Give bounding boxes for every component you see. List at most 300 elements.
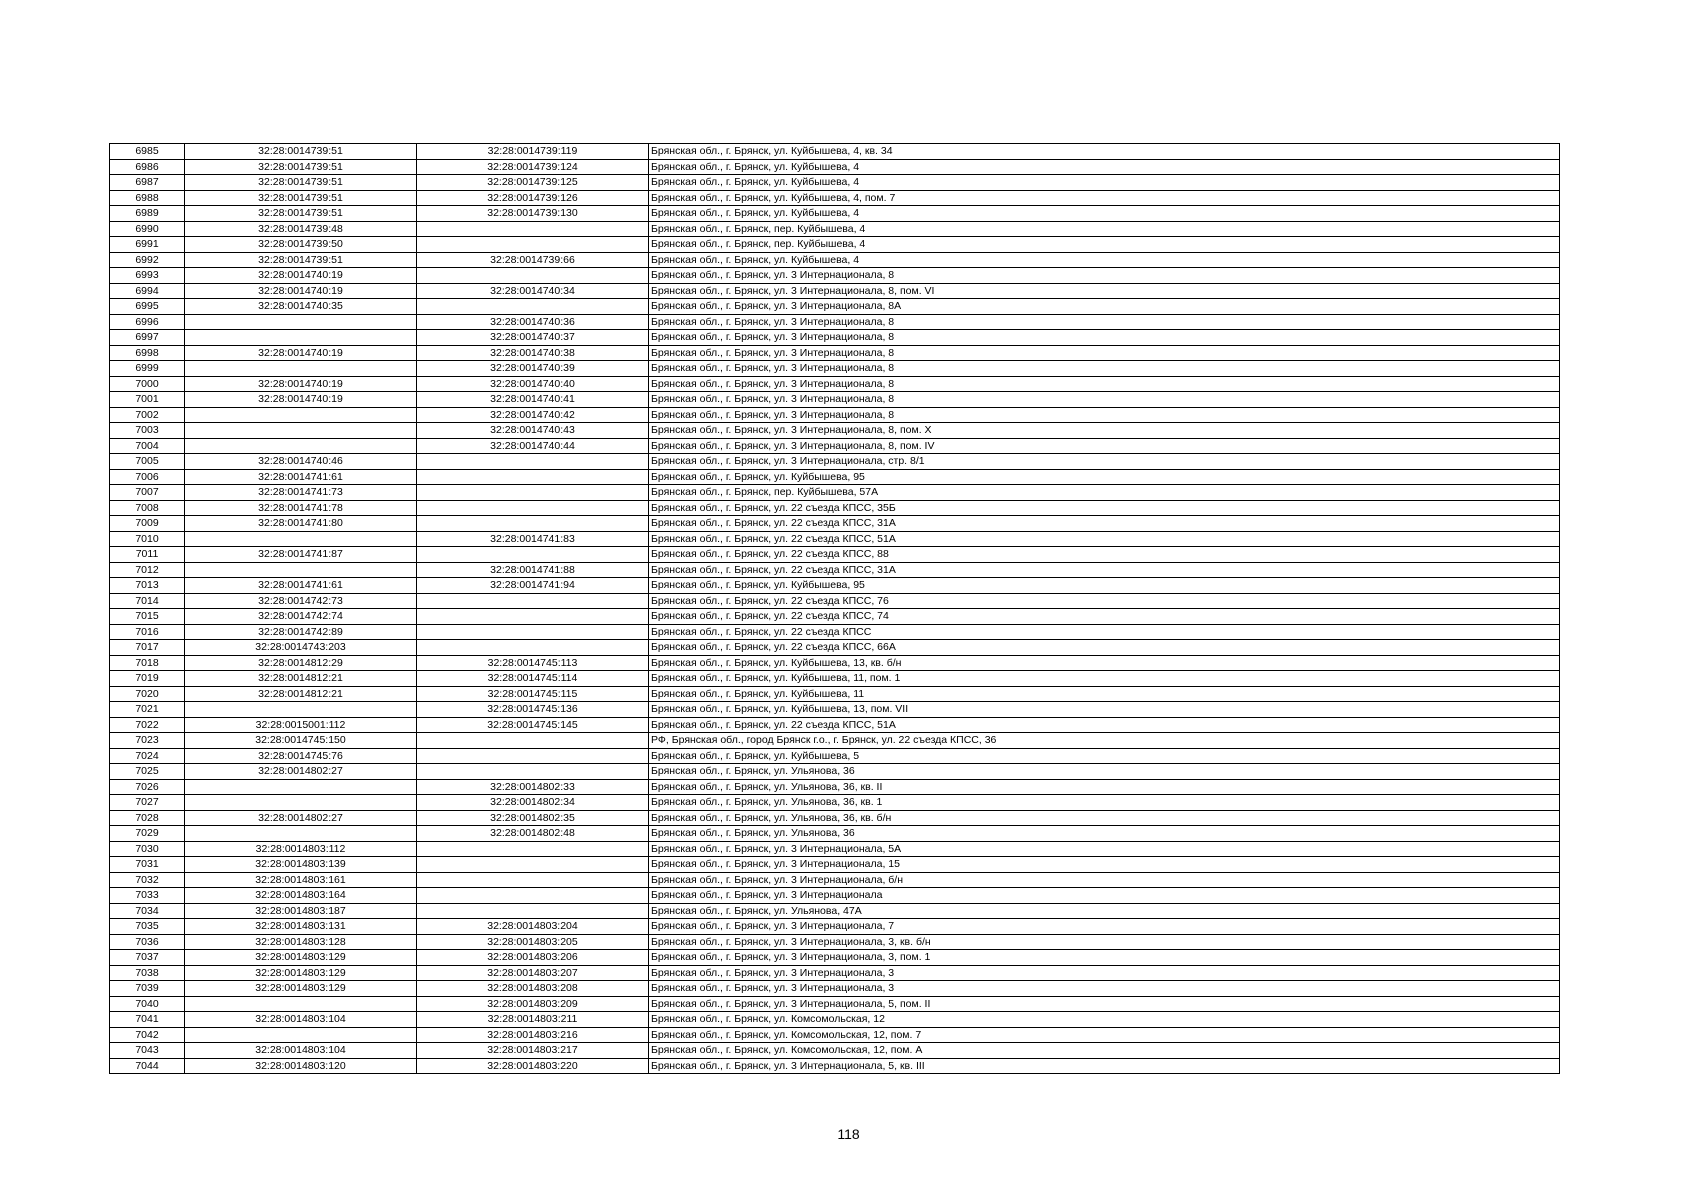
row-number-cell: 7041 [110, 1012, 185, 1028]
address-cell: Брянская обл., г. Брянск, ул. Комсомольская, 12 [649, 1012, 1560, 1028]
cadastral-number-cell [185, 1027, 417, 1043]
row-number-cell: 7012 [110, 562, 185, 578]
address-cell: Брянская обл., г. Брянск, ул. 3 Интернационала, 5А [649, 841, 1560, 857]
table-row [110, 144, 1560, 160]
table-row [110, 562, 1560, 578]
object-cadastral-number-cell: 32:28:0014803:204 [417, 919, 649, 935]
row-number-cell: 7033 [110, 888, 185, 904]
table-row [110, 1012, 1560, 1028]
cadastral-number-cell: 32:28:0014739:51 [185, 175, 417, 191]
object-cadastral-number-cell: 32:28:0014740:42 [417, 407, 649, 423]
cadastral-number-cell: 32:28:0014802:27 [185, 810, 417, 826]
cadastral-number-cell [185, 562, 417, 578]
address-cell: Брянская обл., г. Брянск, ул. 22 съезда КПСС [649, 624, 1560, 640]
row-number-cell: 7021 [110, 702, 185, 718]
address-cell: Брянская обл., г. Брянск, ул. Куйбышева, 4, пом. 7 [649, 190, 1560, 206]
object-cadastral-number-cell: 32:28:0014740:34 [417, 283, 649, 299]
cadastral-number-cell: 32:28:0014741:78 [185, 500, 417, 516]
address-cell: Брянская обл., г. Брянск, ул. 22 съезда КПСС, 66А [649, 640, 1560, 656]
object-cadastral-number-cell: 32:28:0014802:35 [417, 810, 649, 826]
row-number-cell: 7006 [110, 469, 185, 485]
object-cadastral-number-cell [417, 624, 649, 640]
address-cell: Брянская обл., г. Брянск, ул. 22 съезда КПСС, 31А [649, 562, 1560, 578]
row-number-cell: 7013 [110, 578, 185, 594]
table-row [110, 686, 1560, 702]
table-row [110, 702, 1560, 718]
table-row [110, 733, 1560, 749]
object-cadastral-number-cell: 32:28:0014740:37 [417, 330, 649, 346]
address-cell: Брянская обл., г. Брянск, ул. 3 Интернационала, б/н [649, 872, 1560, 888]
row-number-cell: 7029 [110, 826, 185, 842]
address-cell: Брянская обл., г. Брянск, ул. 3 Интернационала, 15 [649, 857, 1560, 873]
cadastral-number-cell: 32:28:0014803:128 [185, 934, 417, 950]
cadastral-number-cell: 32:28:0014743:203 [185, 640, 417, 656]
row-number-cell: 6995 [110, 299, 185, 315]
cadastral-number-cell: 32:28:0014741:73 [185, 485, 417, 501]
object-cadastral-number-cell: 32:28:0014739:66 [417, 252, 649, 268]
table-row [110, 779, 1560, 795]
table-row [110, 903, 1560, 919]
row-number-cell: 7039 [110, 981, 185, 997]
cadastral-number-cell [185, 438, 417, 454]
table-row [110, 981, 1560, 997]
object-cadastral-number-cell: 32:28:0014803:205 [417, 934, 649, 950]
cadastral-number-cell: 32:28:0014741:61 [185, 578, 417, 594]
object-cadastral-number-cell: 32:28:0014745:115 [417, 686, 649, 702]
address-cell: Брянская обл., г. Брянск, ул. 3 Интернационала, 7 [649, 919, 1560, 935]
address-cell: Брянская обл., г. Брянск, ул. 22 съезда КПСС, 31А [649, 516, 1560, 532]
row-number-cell: 7035 [110, 919, 185, 935]
row-number-cell: 7030 [110, 841, 185, 857]
table-row [110, 516, 1560, 532]
address-cell: Брянская обл., г. Брянск, ул. 3 Интернационала [649, 888, 1560, 904]
address-cell: Брянская обл., г. Брянск, пер. Куйбышева, 57А [649, 485, 1560, 501]
object-cadastral-number-cell: 32:28:0014803:207 [417, 965, 649, 981]
cadastral-number-cell [185, 702, 417, 718]
address-cell: Брянская обл., г. Брянск, пер. Куйбышева, 4 [649, 237, 1560, 253]
address-cell: Брянская обл., г. Брянск, ул. Куйбышева, 11, пом. 1 [649, 671, 1560, 687]
table-row [110, 624, 1560, 640]
row-number-cell: 7037 [110, 950, 185, 966]
cadastral-number-cell: 32:28:0014745:150 [185, 733, 417, 749]
row-number-cell: 7028 [110, 810, 185, 826]
object-cadastral-number-cell: 32:28:0014803:211 [417, 1012, 649, 1028]
table-row [110, 872, 1560, 888]
address-cell: Брянская обл., г. Брянск, ул. 3 Интернационала, 8, пом. IV [649, 438, 1560, 454]
object-cadastral-number-cell: 32:28:0014739:119 [417, 144, 649, 160]
cadastral-number-cell: 32:28:0014741:80 [185, 516, 417, 532]
object-cadastral-number-cell: 32:28:0014741:83 [417, 531, 649, 547]
address-cell: Брянская обл., г. Брянск, ул. Комсомольская, 12, пом. 7 [649, 1027, 1560, 1043]
cadastral-number-cell [185, 330, 417, 346]
table-row [110, 795, 1560, 811]
address-cell: Брянская обл., г. Брянск, ул. 3 Интернационала, 8 [649, 376, 1560, 392]
row-number-cell: 6993 [110, 268, 185, 284]
object-cadastral-number-cell [417, 469, 649, 485]
address-cell: Брянская обл., г. Брянск, ул. Куйбышева, 13, пом. VII [649, 702, 1560, 718]
address-cell: Брянская обл., г. Брянск, ул. Ульянова, 36 [649, 826, 1560, 842]
row-number-cell: 6990 [110, 221, 185, 237]
address-cell: Брянская обл., г. Брянск, ул. Ульянова, 36 [649, 764, 1560, 780]
row-number-cell: 7024 [110, 748, 185, 764]
object-cadastral-number-cell: 32:28:0014802:33 [417, 779, 649, 795]
cadastral-number-cell: 32:28:0014803:139 [185, 857, 417, 873]
table-row [110, 252, 1560, 268]
registry-table-body [110, 144, 1560, 1074]
object-cadastral-number-cell [417, 903, 649, 919]
row-number-cell: 7015 [110, 609, 185, 625]
object-cadastral-number-cell [417, 237, 649, 253]
row-number-cell: 6994 [110, 283, 185, 299]
row-number-cell: 7022 [110, 717, 185, 733]
table-row [110, 299, 1560, 315]
table-row [110, 454, 1560, 470]
cadastral-number-cell: 32:28:0014742:73 [185, 593, 417, 609]
table-row [110, 190, 1560, 206]
address-cell: РФ, Брянская обл., город Брянск г.о., г. Брянск, ул. 22 съезда КПСС, 36 [649, 733, 1560, 749]
row-number-cell: 7003 [110, 423, 185, 439]
object-cadastral-number-cell [417, 516, 649, 532]
row-number-cell: 7010 [110, 531, 185, 547]
cadastral-number-cell: 32:28:0014802:27 [185, 764, 417, 780]
table-row [110, 609, 1560, 625]
address-cell: Брянская обл., г. Брянск, ул. 22 съезда КПСС, 51А [649, 531, 1560, 547]
row-number-cell: 6988 [110, 190, 185, 206]
cadastral-number-cell: 32:28:0014803:104 [185, 1012, 417, 1028]
address-cell: Брянская обл., г. Брянск, ул. 3 Интернационала, 8 [649, 392, 1560, 408]
address-cell: Брянская обл., г. Брянск, ул. Ульянова, 47А [649, 903, 1560, 919]
table-row [110, 810, 1560, 826]
object-cadastral-number-cell: 32:28:0014740:38 [417, 345, 649, 361]
table-row [110, 159, 1560, 175]
cadastral-number-cell [185, 531, 417, 547]
row-number-cell: 7007 [110, 485, 185, 501]
row-number-cell: 7027 [110, 795, 185, 811]
table-row [110, 1058, 1560, 1074]
table-row [110, 950, 1560, 966]
address-cell: Брянская обл., г. Брянск, ул. 3 Интернационала, 3 [649, 965, 1560, 981]
row-number-cell: 7044 [110, 1058, 185, 1074]
object-cadastral-number-cell [417, 268, 649, 284]
table-row [110, 237, 1560, 253]
cadastral-number-cell: 32:28:0014742:89 [185, 624, 417, 640]
cadastral-number-cell: 32:28:0014803:112 [185, 841, 417, 857]
row-number-cell: 7008 [110, 500, 185, 516]
row-number-cell: 7040 [110, 996, 185, 1012]
row-number-cell: 7032 [110, 872, 185, 888]
cadastral-number-cell: 32:28:0014739:51 [185, 159, 417, 175]
row-number-cell: 7023 [110, 733, 185, 749]
address-cell: Брянская обл., г. Брянск, ул. 22 съезда КПСС, 76 [649, 593, 1560, 609]
table-row [110, 283, 1560, 299]
cadastral-number-cell: 32:28:0014745:76 [185, 748, 417, 764]
table-row [110, 934, 1560, 950]
cadastral-number-cell [185, 826, 417, 842]
table-row [110, 965, 1560, 981]
object-cadastral-number-cell: 32:28:0014740:36 [417, 314, 649, 330]
cadastral-number-cell [185, 795, 417, 811]
table-row [110, 330, 1560, 346]
row-number-cell: 6989 [110, 206, 185, 222]
table-row [110, 996, 1560, 1012]
cadastral-number-cell [185, 407, 417, 423]
table-row [110, 314, 1560, 330]
cadastral-number-cell [185, 361, 417, 377]
cadastral-number-cell [185, 779, 417, 795]
object-cadastral-number-cell: 32:28:0014803:216 [417, 1027, 649, 1043]
address-cell: Брянская обл., г. Брянск, ул. Куйбышева, 4, кв. 34 [649, 144, 1560, 160]
object-cadastral-number-cell [417, 299, 649, 315]
cadastral-number-cell: 32:28:0014803:164 [185, 888, 417, 904]
table-row [110, 640, 1560, 656]
object-cadastral-number-cell: 32:28:0014802:34 [417, 795, 649, 811]
object-cadastral-number-cell [417, 221, 649, 237]
address-cell: Брянская обл., г. Брянск, ул. 3 Интернационала, 3 [649, 981, 1560, 997]
object-cadastral-number-cell: 32:28:0014740:39 [417, 361, 649, 377]
address-cell: Брянская обл., г. Брянск, ул. Куйбышева, 95 [649, 578, 1560, 594]
address-cell: Брянская обл., г. Брянск, ул. 22 съезда КПСС, 88 [649, 547, 1560, 563]
table-row [110, 655, 1560, 671]
object-cadastral-number-cell [417, 485, 649, 501]
object-cadastral-number-cell [417, 609, 649, 625]
row-number-cell: 7016 [110, 624, 185, 640]
address-cell: Брянская обл., г. Брянск, ул. 3 Интернационала, 8 [649, 314, 1560, 330]
table-row [110, 175, 1560, 191]
cadastral-number-cell: 32:28:0014803:129 [185, 965, 417, 981]
address-cell: Брянская обл., г. Брянск, пер. Куйбышева, 4 [649, 221, 1560, 237]
registry-table [109, 143, 1560, 1074]
cadastral-number-cell: 32:28:0014740:19 [185, 345, 417, 361]
address-cell: Брянская обл., г. Брянск, ул. 3 Интернационала, 8А [649, 299, 1560, 315]
object-cadastral-number-cell [417, 872, 649, 888]
object-cadastral-number-cell: 32:28:0014745:145 [417, 717, 649, 733]
table-row [110, 392, 1560, 408]
object-cadastral-number-cell [417, 454, 649, 470]
row-number-cell: 6997 [110, 330, 185, 346]
object-cadastral-number-cell: 32:28:0014740:43 [417, 423, 649, 439]
table-row [110, 764, 1560, 780]
cadastral-number-cell: 32:28:0014741:87 [185, 547, 417, 563]
cadastral-number-cell [185, 314, 417, 330]
row-number-cell: 7019 [110, 671, 185, 687]
row-number-cell: 7042 [110, 1027, 185, 1043]
address-cell: Брянская обл., г. Брянск, ул. Куйбышева, 4 [649, 175, 1560, 191]
address-cell: Брянская обл., г. Брянск, ул. 3 Интернационала, 8 [649, 361, 1560, 377]
row-number-cell: 7005 [110, 454, 185, 470]
row-number-cell: 7014 [110, 593, 185, 609]
table-row [110, 826, 1560, 842]
address-cell: Брянская обл., г. Брянск, ул. Куйбышева, 4 [649, 206, 1560, 222]
table-row [110, 361, 1560, 377]
object-cadastral-number-cell [417, 841, 649, 857]
object-cadastral-number-cell: 32:28:0014802:48 [417, 826, 649, 842]
row-number-cell: 7036 [110, 934, 185, 950]
object-cadastral-number-cell [417, 547, 649, 563]
table-row [110, 469, 1560, 485]
address-cell: Брянская обл., г. Брянск, ул. 3 Интернационала, 3, пом. 1 [649, 950, 1560, 966]
row-number-cell: 7001 [110, 392, 185, 408]
object-cadastral-number-cell: 32:28:0014739:126 [417, 190, 649, 206]
object-cadastral-number-cell: 32:28:0014739:124 [417, 159, 649, 175]
address-cell: Брянская обл., г. Брянск, ул. 3 Интернационала, 3, кв. б/н [649, 934, 1560, 950]
table-row [110, 423, 1560, 439]
address-cell: Брянская обл., г. Брянск, ул. 22 съезда КПСС, 51А [649, 717, 1560, 733]
address-cell: Брянская обл., г. Брянск, ул. Куйбышева, 95 [649, 469, 1560, 485]
table-row [110, 888, 1560, 904]
row-number-cell: 7038 [110, 965, 185, 981]
cadastral-number-cell: 32:28:0014739:50 [185, 237, 417, 253]
table-row [110, 748, 1560, 764]
cadastral-number-cell: 32:28:0014812:21 [185, 671, 417, 687]
cadastral-number-cell: 32:28:0014803:131 [185, 919, 417, 935]
cadastral-number-cell: 32:28:0015001:112 [185, 717, 417, 733]
object-cadastral-number-cell: 32:28:0014739:130 [417, 206, 649, 222]
cadastral-number-cell: 32:28:0014803:187 [185, 903, 417, 919]
row-number-cell: 6987 [110, 175, 185, 191]
row-number-cell: 7009 [110, 516, 185, 532]
table-row [110, 919, 1560, 935]
row-number-cell: 6986 [110, 159, 185, 175]
cadastral-number-cell: 32:28:0014739:51 [185, 252, 417, 268]
table-row [110, 485, 1560, 501]
cadastral-number-cell: 32:28:0014812:21 [185, 686, 417, 702]
row-number-cell: 6992 [110, 252, 185, 268]
table-row [110, 671, 1560, 687]
cadastral-number-cell: 32:28:0014803:161 [185, 872, 417, 888]
address-cell: Брянская обл., г. Брянск, ул. 22 съезда КПСС, 74 [649, 609, 1560, 625]
cadastral-number-cell: 32:28:0014739:51 [185, 190, 417, 206]
row-number-cell: 6991 [110, 237, 185, 253]
table-row [110, 345, 1560, 361]
cadastral-number-cell: 32:28:0014739:48 [185, 221, 417, 237]
table-row [110, 1043, 1560, 1059]
cadastral-number-cell: 32:28:0014740:46 [185, 454, 417, 470]
object-cadastral-number-cell [417, 500, 649, 516]
object-cadastral-number-cell: 32:28:0014739:125 [417, 175, 649, 191]
object-cadastral-number-cell [417, 748, 649, 764]
table-row [110, 593, 1560, 609]
object-cadastral-number-cell: 32:28:0014803:217 [417, 1043, 649, 1059]
cadastral-number-cell: 32:28:0014803:129 [185, 981, 417, 997]
row-number-cell: 7017 [110, 640, 185, 656]
row-number-cell: 7020 [110, 686, 185, 702]
cadastral-number-cell: 32:28:0014803:104 [185, 1043, 417, 1059]
address-cell: Брянская обл., г. Брянск, ул. Куйбышева, 13, кв. б/н [649, 655, 1560, 671]
object-cadastral-number-cell [417, 593, 649, 609]
cadastral-number-cell: 32:28:0014803:129 [185, 950, 417, 966]
row-number-cell: 7004 [110, 438, 185, 454]
table-row [110, 578, 1560, 594]
object-cadastral-number-cell: 32:28:0014803:220 [417, 1058, 649, 1074]
table-row [110, 376, 1560, 392]
address-cell: Брянская обл., г. Брянск, ул. Комсомольская, 12, пом. А [649, 1043, 1560, 1059]
row-number-cell: 7018 [110, 655, 185, 671]
address-cell: Брянская обл., г. Брянск, ул. Куйбышева, 4 [649, 252, 1560, 268]
table-row [110, 407, 1560, 423]
object-cadastral-number-cell: 32:28:0014803:206 [417, 950, 649, 966]
row-number-cell: 7002 [110, 407, 185, 423]
object-cadastral-number-cell [417, 857, 649, 873]
address-cell: Брянская обл., г. Брянск, ул. 3 Интернационала, 8, пом. X [649, 423, 1560, 439]
cadastral-number-cell: 32:28:0014740:19 [185, 283, 417, 299]
address-cell: Брянская обл., г. Брянск, ул. 3 Интернационала, стр. 8/1 [649, 454, 1560, 470]
address-cell: Брянская обл., г. Брянск, ул. 3 Интернационала, 8 [649, 407, 1560, 423]
table-row [110, 547, 1560, 563]
cadastral-number-cell: 32:28:0014740:19 [185, 392, 417, 408]
object-cadastral-number-cell [417, 888, 649, 904]
cadastral-number-cell [185, 996, 417, 1012]
cadastral-number-cell: 32:28:0014740:35 [185, 299, 417, 315]
address-cell: Брянская обл., г. Брянск, ул. Куйбышева, 5 [649, 748, 1560, 764]
row-number-cell: 7011 [110, 547, 185, 563]
cadastral-number-cell: 32:28:0014739:51 [185, 206, 417, 222]
table-row [110, 438, 1560, 454]
table-row [110, 206, 1560, 222]
cadastral-number-cell: 32:28:0014740:19 [185, 376, 417, 392]
object-cadastral-number-cell: 32:28:0014803:209 [417, 996, 649, 1012]
object-cadastral-number-cell: 32:28:0014745:114 [417, 671, 649, 687]
address-cell: Брянская обл., г. Брянск, ул. 3 Интернационала, 5, кв. III [649, 1058, 1560, 1074]
table-row [110, 268, 1560, 284]
object-cadastral-number-cell [417, 640, 649, 656]
cadastral-number-cell: 32:28:0014803:120 [185, 1058, 417, 1074]
row-number-cell: 7026 [110, 779, 185, 795]
table-row [110, 841, 1560, 857]
object-cadastral-number-cell [417, 764, 649, 780]
object-cadastral-number-cell: 32:28:0014741:88 [417, 562, 649, 578]
address-cell: Брянская обл., г. Брянск, ул. 3 Интернационала, 8 [649, 268, 1560, 284]
page-number: 118 [837, 1126, 860, 1142]
table-row [110, 857, 1560, 873]
address-cell: Брянская обл., г. Брянск, ул. 3 Интернационала, 5, пом. II [649, 996, 1560, 1012]
row-number-cell: 7000 [110, 376, 185, 392]
object-cadastral-number-cell [417, 733, 649, 749]
address-cell: Брянская обл., г. Брянск, ул. Куйбышева, 11 [649, 686, 1560, 702]
table-row [110, 1027, 1560, 1043]
row-number-cell: 7034 [110, 903, 185, 919]
row-number-cell: 6996 [110, 314, 185, 330]
row-number-cell: 6985 [110, 144, 185, 160]
row-number-cell: 7043 [110, 1043, 185, 1059]
cadastral-number-cell: 32:28:0014739:51 [185, 144, 417, 160]
table-row [110, 531, 1560, 547]
address-cell: Брянская обл., г. Брянск, ул. Ульянова, 36, кв. 1 [649, 795, 1560, 811]
table-row [110, 221, 1560, 237]
object-cadastral-number-cell: 32:28:0014803:208 [417, 981, 649, 997]
cadastral-number-cell [185, 423, 417, 439]
row-number-cell: 6999 [110, 361, 185, 377]
cadastral-number-cell: 32:28:0014742:74 [185, 609, 417, 625]
row-number-cell: 7031 [110, 857, 185, 873]
object-cadastral-number-cell: 32:28:0014745:136 [417, 702, 649, 718]
cadastral-number-cell: 32:28:0014741:61 [185, 469, 417, 485]
object-cadastral-number-cell: 32:28:0014740:41 [417, 392, 649, 408]
address-cell: Брянская обл., г. Брянск, ул. Куйбышева, 4 [649, 159, 1560, 175]
object-cadastral-number-cell: 32:28:0014741:94 [417, 578, 649, 594]
address-cell: Брянская обл., г. Брянск, ул. 22 съезда КПСС, 35Б [649, 500, 1560, 516]
address-cell: Брянская обл., г. Брянск, ул. 3 Интернационала, 8 [649, 330, 1560, 346]
cadastral-number-cell: 32:28:0014812:29 [185, 655, 417, 671]
table-row [110, 500, 1560, 516]
address-cell: Брянская обл., г. Брянск, ул. 3 Интернационала, 8, пом. VI [649, 283, 1560, 299]
address-cell: Брянская обл., г. Брянск, ул. Ульянова, 36, кв. II [649, 779, 1560, 795]
table-row [110, 717, 1560, 733]
address-cell: Брянская обл., г. Брянск, ул. Ульянова, 36, кв. б/н [649, 810, 1560, 826]
object-cadastral-number-cell: 32:28:0014740:40 [417, 376, 649, 392]
object-cadastral-number-cell: 32:28:0014745:113 [417, 655, 649, 671]
cadastral-number-cell: 32:28:0014740:19 [185, 268, 417, 284]
object-cadastral-number-cell: 32:28:0014740:44 [417, 438, 649, 454]
